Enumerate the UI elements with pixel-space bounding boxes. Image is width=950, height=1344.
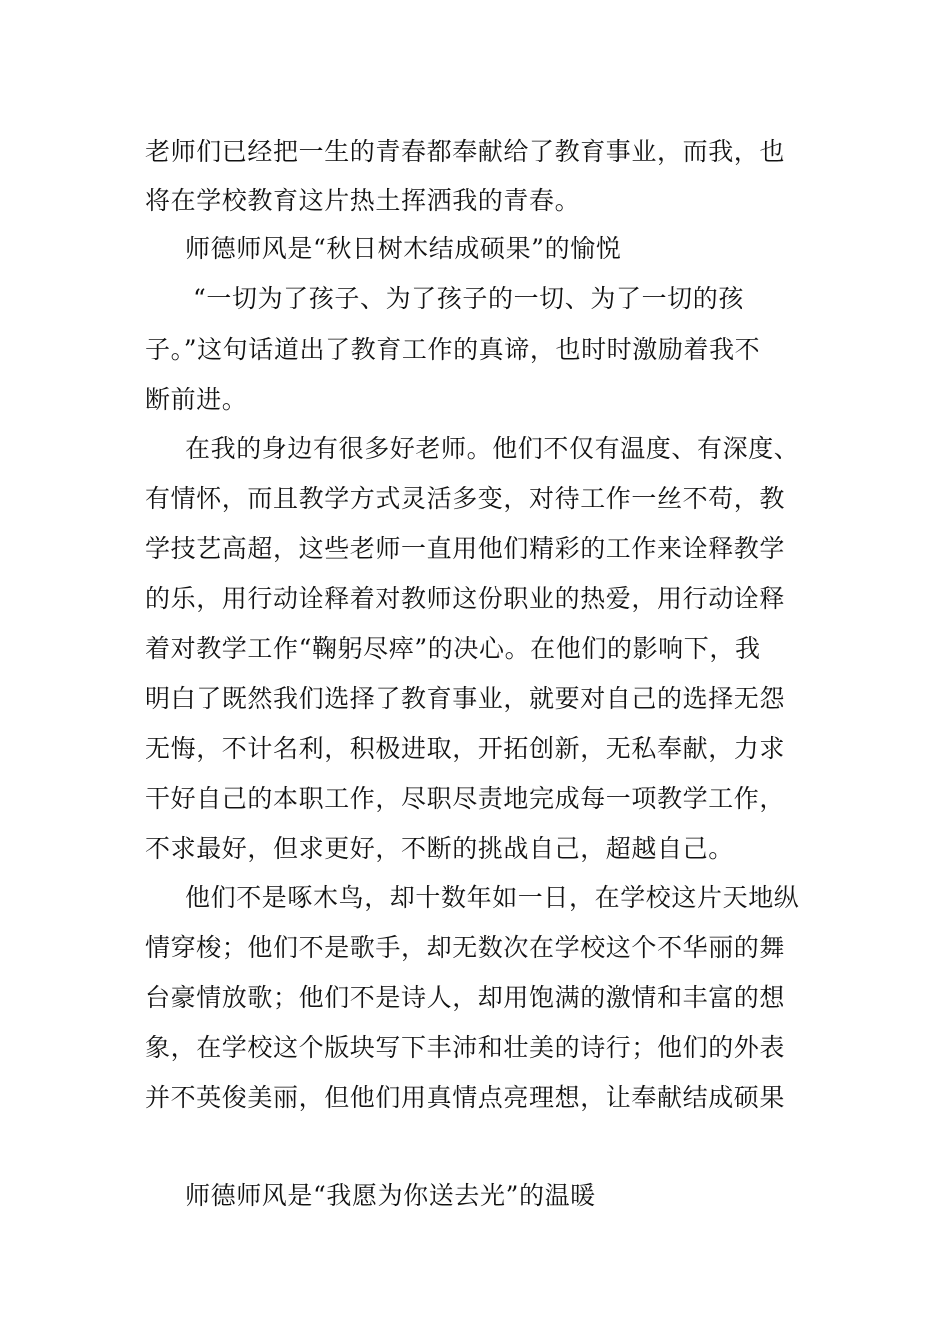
body-text-line: 情穿梭；他们不是歌手，却无数次在学校这个不华丽的舞 (145, 933, 786, 962)
body-text-line: 将在学校教育这片热土挥洒我的青春。 (145, 186, 581, 215)
body-text-line: 台豪情放歌；他们不是诗人，却用饱满的激情和丰富的想 (145, 983, 786, 1012)
section-heading: 师德师风是“秋日树木结成硕果”的愉悦 (185, 234, 622, 263)
body-text-line: 不求最好，但求更好，不断的挑战自己，超越自己。 (145, 834, 734, 863)
body-text-line: “一切为了孩子、为了孩子的一切、为了一切的孩 (193, 284, 744, 313)
body-text-line: 并不英俊美丽，但他们用真情点亮理想，让奉献结成硕果 (145, 1083, 786, 1112)
body-text-line: 着对教学工作“鞠躬尽瘁”的决心。在他们的影响下，我 (145, 634, 761, 663)
body-text-line: 学技艺高超，这些老师一直用他们精彩的工作来诠释教学 (145, 534, 786, 563)
body-text-line: 在我的身边有很多好老师。他们不仅有温度、有深度、 (185, 434, 800, 463)
body-text-line: 老师们已经把一生的青春都奉献给了教育事业，而我，也 (145, 137, 786, 166)
body-text-line: 断前进。 (145, 385, 248, 414)
body-text-line: 他们不是啄木鸟，却十数年如一日，在学校这片天地纵 (185, 883, 800, 912)
body-text-line: 子。”这句话道出了教育工作的真谛，也时时激励着我不 (145, 335, 761, 364)
section-heading: 师德师风是“我愿为你送去光”的温暖 (185, 1181, 596, 1210)
body-text-line: 无悔，不计名利，积极进取，开拓创新，无私奉献，力求 (145, 734, 786, 763)
body-text-line: 的乐，用行动诠释着对教师这份职业的热爱，用行动诠释 (145, 584, 786, 613)
body-text-line: 明白了既然我们选择了教育事业，就要对自己的选择无怨 (145, 684, 786, 713)
body-text-line: 干好自己的本职工作，尽职尽责地完成每一项教学工作， (145, 784, 786, 813)
body-text-line: 象，在学校这个版块写下丰沛和壮美的诗行；他们的外表 (145, 1033, 786, 1062)
body-text-line: 有情怀，而且教学方式灵活多变，对待工作一丝不苟，教 (145, 484, 786, 513)
